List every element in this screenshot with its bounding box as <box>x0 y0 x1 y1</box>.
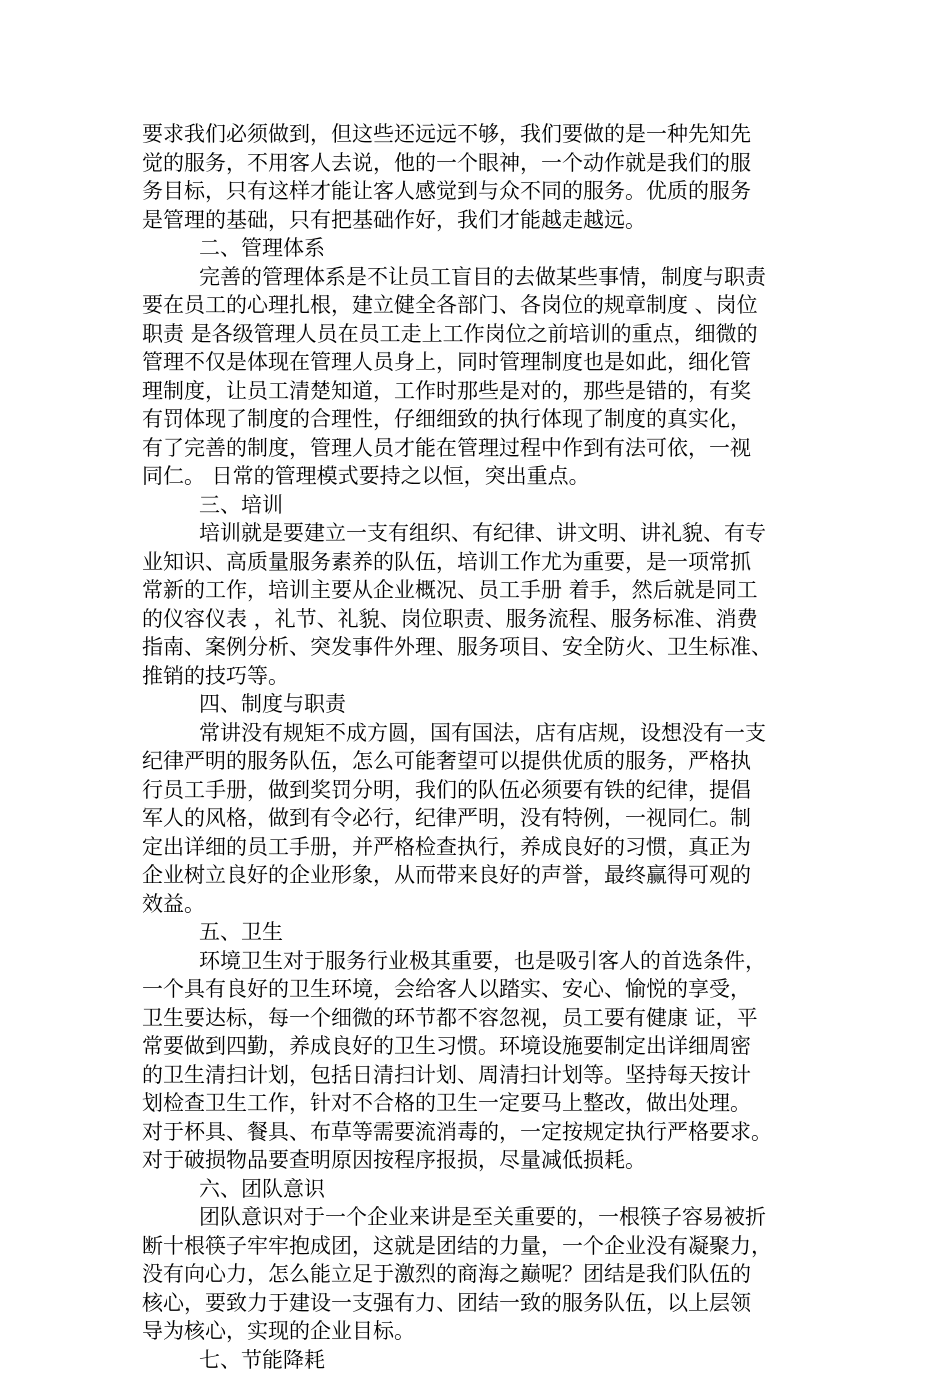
text-line: 行员工手册，做到奖罚分明，我们的队伍必须要有铁的纪律，提倡 <box>142 776 832 805</box>
text-line: 纪律严明的服务队伍，怎么可能奢望可以提供优质的服务，严格执 <box>142 747 832 776</box>
section-heading-management-system: 二、管理体系 <box>142 234 832 263</box>
text-line: 是管理的基础，只有把基础作好，我们才能越走越远。 <box>142 206 832 235</box>
text-line: 常讲没有规矩不成方圆，国有国法，店有店规，设想没有一支 <box>142 719 832 748</box>
text-line: 有了完善的制度，管理人员才能在管理过程中作到有法可依，一视 <box>142 434 832 463</box>
text-line: 企业树立良好的企业形象，从而带来良好的声誉，最终赢得可观的 <box>142 861 832 890</box>
text-line: 推销的技巧等。 <box>142 662 832 691</box>
text-line: 团队意识对于一个企业来讲是至关重要的，一根筷子容易被折 <box>142 1203 832 1232</box>
document-body <box>142 120 832 1374</box>
text-line: 常要做到四勤，养成良好的卫生习惯。环境设施要制定出详细周密 <box>142 1032 832 1061</box>
text-line: 业知识、高质量服务素养的队伍，培训工作尤为重要，是一项常抓 <box>142 548 832 577</box>
text-line: 有罚体现了制度的合理性，仔细细致的执行体现了制度的真实化， <box>142 405 832 434</box>
section-heading-energy-saving: 七、节能降耗 <box>142 1346 832 1374</box>
text-line: 觉的服务，不用客人去说，他的一个眼神，一个动作就是我们的服 <box>142 149 832 178</box>
paragraph-rules-duties <box>142 719 832 919</box>
text-line: 培训就是要建立一支有组织、有纪律、讲文明、讲礼貌、有专 <box>142 519 832 548</box>
text-line: 要在员工的心理扎根，建立健全各部门、各岗位的规章制度 、岗位 <box>142 291 832 320</box>
paragraph-training <box>142 519 832 690</box>
text-line: 要求我们必须做到，但这些还远远不够，我们要做的是一种先知先 <box>142 120 832 149</box>
paragraph-hygiene <box>142 947 832 1175</box>
text-line: 一个具有良好的卫生环境，会给客人以踏实、安心、愉悦的享受， <box>142 975 832 1004</box>
text-line: 的仪容仪表 ，礼节、礼貌、岗位职责、服务流程、服务标准、消费 <box>142 605 832 634</box>
text-line: 管理不仅是体现在管理人员身上，同时管理制度也是如此，细化管 <box>142 348 832 377</box>
text-line: 对于杯具、餐具、布草等需要流消毒的，一定按规定执行严格要求。 <box>142 1118 832 1147</box>
text-line: 断十根筷子牢牢抱成团，这就是团结的力量，一个企业没有凝聚力， <box>142 1232 832 1261</box>
intro-paragraph <box>142 120 832 234</box>
text-line: 理制度，让员工清楚知道，工作时那些是对的，那些是错的，有奖 <box>142 377 832 406</box>
text-line: 指南、案例分析、突发事件外理、服务项目、安全防火、卫生标准、 <box>142 633 832 662</box>
text-line: 环境卫生对于服务行业极其重要，也是吸引客人的首选条件， <box>142 947 832 976</box>
paragraph-teamwork <box>142 1203 832 1346</box>
paragraph-management-system <box>142 263 832 491</box>
section-heading-rules-duties: 四、制度与职责 <box>142 690 832 719</box>
text-line: 对于破损物品要查明原因按程序报损，尽量减低损耗。 <box>142 1146 832 1175</box>
text-line: 完善的管理体系是不让员工盲目的去做某些事情，制度与职责 <box>142 263 832 292</box>
text-line: 效益。 <box>142 890 832 919</box>
text-line: 核心，要致力于建设一支强有力、团结一致的服务队伍，以上层领 <box>142 1289 832 1318</box>
section-heading-training: 三、培训 <box>142 491 832 520</box>
text-line: 军人的风格，做到有令必行，纪律严明，没有特例，一视同仁。制 <box>142 804 832 833</box>
text-line: 定出详细的员工手册，并严格检查执行，养成良好的习惯，真正为 <box>142 833 832 862</box>
section-heading-hygiene: 五、卫生 <box>142 918 832 947</box>
text-line: 卫生要达标，每一个细微的环节都不容忽视，员工要有健康 证，平 <box>142 1004 832 1033</box>
text-line: 导为核心，实现的企业目标。 <box>142 1317 832 1346</box>
text-line: 没有向心力，怎么能立足于激烈的商海之巅呢？团结是我们队伍的 <box>142 1260 832 1289</box>
text-line: 同仁。 日常的管理模式要持之以恒，突出重点。 <box>142 462 832 491</box>
text-line: 划检查卫生工作，针对不合格的卫生一定要马上整改，做出处理。 <box>142 1089 832 1118</box>
text-line: 职责 是各级管理人员在员工走上工作岗位之前培训的重点，细微的 <box>142 320 832 349</box>
text-line: 务目标，只有这样才能让客人感觉到与众不同的服务。优质的服务 <box>142 177 832 206</box>
text-line: 的卫生清扫计划，包括日清扫计划、周清扫计划等。坚持每天按计 <box>142 1061 832 1090</box>
text-line: 常新的工作，培训主要从企业概况、员工手册 着手，然后就是同工 <box>142 576 832 605</box>
section-heading-teamwork: 六、团队意识 <box>142 1175 832 1204</box>
